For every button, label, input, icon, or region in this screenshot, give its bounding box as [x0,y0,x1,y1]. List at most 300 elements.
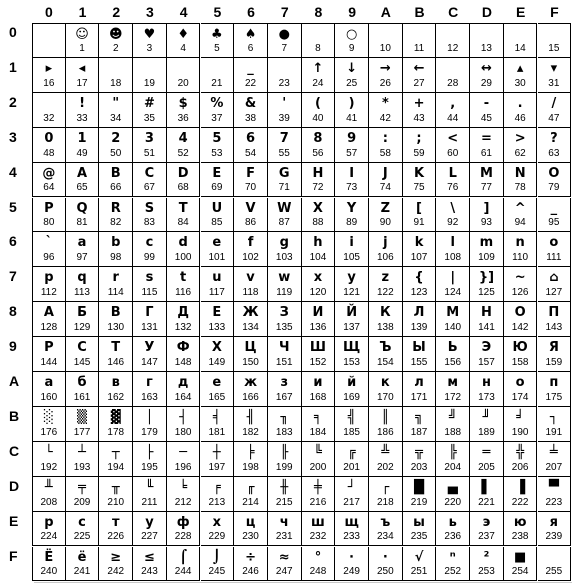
char-glyph: 1 [77,130,87,146]
char-cell [470,198,504,233]
char-cell [436,198,470,233]
char-code: 174 [511,391,529,403]
char-glyph: и [313,375,323,390]
char-code: 241 [73,566,91,578]
char-code: 73 [346,182,358,194]
char-glyph: ² [483,549,490,565]
column-header-6: 6 [247,3,255,20]
char-code: 22 [244,77,257,89]
char-code: 225 [73,531,91,543]
char-cell [268,547,302,582]
char-code: 245 [208,566,226,578]
char-code: 118 [242,287,259,299]
char-code: 99 [143,252,155,264]
char-cell [335,232,369,267]
char-glyph: ☺ [75,27,89,42]
char-cell [167,407,201,442]
char-glyph: * [381,95,389,111]
char-cell [504,232,538,267]
char-glyph: ? [550,130,558,146]
char-cell [32,477,66,512]
char-code: 216 [309,496,327,508]
char-code: 31 [548,77,560,89]
char-code: 120 [309,287,327,299]
char-cell [32,442,66,477]
char-code: 102 [242,252,259,264]
char-code: 48 [43,147,55,159]
char-code: 155 [410,356,428,368]
char-cell [32,267,66,302]
char-glyph: Y [346,200,357,216]
char-code: 167 [275,391,293,403]
char-code: 248 [309,566,327,578]
char-cell [268,372,302,407]
char-glyph: ж [244,375,257,390]
char-code: 166 [242,391,259,403]
char-code: 94 [514,217,526,229]
char-cell [504,547,538,582]
char-code: 72 [312,182,324,194]
char-code: 11 [413,42,425,54]
char-glyph: M [479,165,493,181]
char-glyph: { [414,270,424,286]
char-cell [538,128,572,163]
char-glyph: 0 [44,130,54,146]
char-glyph: 8 [313,130,323,146]
char-code: 163 [141,391,158,403]
row-header-d: D [9,477,20,494]
char-cell [538,198,572,233]
char-code: 196 [174,461,192,473]
char-code: 3 [146,42,153,54]
char-code: 178 [107,426,125,438]
char-glyph: ▒ [77,409,88,425]
char-code: 106 [377,252,394,264]
char-glyph: ▴ [516,60,524,76]
char-code: 165 [208,391,226,403]
char-code: 239 [545,531,563,543]
column-header-4: 4 [179,3,188,20]
char-cell [66,267,100,302]
char-cell [234,163,268,198]
char-cell [369,302,403,337]
char-cell [99,372,133,407]
char-glyph: ◂ [78,60,86,76]
char-cell [66,198,100,233]
char-glyph: ╗ [415,409,423,425]
char-cell [369,163,403,198]
char-glyph: s [145,270,154,286]
char-code: 44 [447,112,459,124]
char-cell [436,23,470,58]
char-code: 151 [275,356,293,368]
char-code: 85 [211,217,223,229]
char-code: 161 [73,391,91,403]
char-glyph: н [481,375,491,390]
char-cell [201,267,235,302]
char-glyph: ■ [513,549,527,565]
char-code: 91 [413,217,425,229]
char-glyph: О [514,305,526,321]
char-cell [335,58,369,93]
char-glyph: t [180,270,187,286]
char-code: 39 [278,112,290,124]
char-glyph: $ [178,95,188,111]
char-cell [436,372,470,407]
char-glyph: е [212,375,222,390]
char-code: 173 [478,391,495,403]
char-glyph: п [549,375,559,390]
char-code: 212 [174,496,192,508]
char-code: 113 [74,287,90,299]
char-glyph: я [549,514,559,530]
char-glyph: ( [314,95,321,111]
char-cell [436,512,470,547]
column-header-d: D [481,3,492,20]
char-code: 182 [242,426,259,438]
char-glyph: ╓ [246,479,255,495]
char-glyph: ▾ [550,60,558,76]
char-glyph: y [347,270,356,286]
char-glyph: b [111,235,121,251]
char-cell [234,477,268,512]
char-code: 237 [478,531,495,543]
column-header-c: C [448,3,459,20]
column-header-0: 0 [44,3,53,20]
char-cell [268,198,302,233]
char-cell [133,267,167,302]
char-code: 105 [343,252,360,264]
char-code: 168 [309,391,327,403]
char-cell [201,547,235,582]
char-code: 98 [110,252,122,264]
column-header-e: E [515,3,526,20]
char-cell [538,407,572,442]
char-code: 65 [76,182,88,194]
char-code: 133 [208,322,226,334]
char-glyph: → [379,60,391,76]
char-cell [201,198,235,233]
bottom-divider [34,582,572,583]
char-code: 154 [377,356,394,368]
char-glyph: N [514,165,526,181]
char-glyph: Э [481,340,492,356]
char-code: 183 [275,426,293,438]
char-cell [403,198,437,233]
char-code: 153 [343,356,360,368]
char-code: 141 [478,322,495,334]
char-glyph: ⌂ [549,270,559,286]
char-cell [167,372,201,407]
char-cell [167,547,201,582]
char-glyph: ; [416,130,422,146]
char-cell [538,477,572,512]
char-glyph: √ [414,549,424,565]
char-cell [32,302,66,337]
char-cell [470,232,504,267]
char-cell [201,93,235,128]
char-code: 46 [514,112,526,124]
column-header-9: 9 [348,3,357,20]
char-cell [538,302,572,337]
char-glyph: ┴ [78,444,86,460]
char-glyph: ф [176,514,190,530]
char-glyph: ь [448,514,457,530]
char-cell [99,337,133,372]
char-cell [538,232,572,267]
char-code: 246 [242,566,259,578]
char-code: 114 [107,287,124,299]
char-glyph: ├ [145,444,154,460]
char-glyph: V [245,200,256,216]
char-cell [504,23,538,58]
char-cell [335,512,369,547]
char-glyph: q [77,270,87,286]
char-glyph: М [446,305,460,321]
char-glyph: ╝ [448,409,457,425]
char-cell [32,58,66,93]
char-code: 55 [278,147,290,159]
char-code: 222 [511,496,529,508]
char-cell [268,267,302,302]
char-cell [268,512,302,547]
char-code: 4 [180,42,186,54]
char-code: 20 [177,77,189,89]
char-glyph: о [515,375,525,390]
char-cell [302,198,336,233]
char-cell [268,337,302,372]
char-cell [470,58,504,93]
char-glyph: ╔ [347,444,356,460]
char-cell [436,267,470,302]
char-code: 17 [76,77,88,89]
char-cell [335,23,369,58]
char-cell [133,442,167,477]
char-code: 18 [110,77,122,89]
char-cell [32,547,66,582]
char-code: 254 [511,566,529,578]
char-cell [470,267,504,302]
char-glyph: а [44,375,54,390]
char-glyph: ╒ [212,479,221,495]
char-glyph: Ф [176,340,190,356]
char-cell [302,163,336,198]
char-code: 224 [40,531,58,543]
column-header-2: 2 [112,3,121,20]
char-cell [133,23,167,58]
column-header-3: 3 [146,3,154,20]
char-cell [436,407,470,442]
char-glyph: ╡ [212,409,221,425]
char-glyph: ╤ [78,479,86,495]
char-glyph: G [278,165,290,181]
char-glyph: h [313,235,323,251]
char-code: 132 [174,322,192,334]
char-code: 79 [548,182,560,194]
char-glyph: o [549,235,559,251]
char-cell [504,477,538,512]
char-cell [234,407,268,442]
char-cell [335,128,369,163]
char-code: 103 [275,252,293,264]
char-code: 253 [478,566,495,578]
char-cell [268,163,302,198]
char-cell [436,163,470,198]
char-cell [167,58,201,93]
char-glyph: ┌ [381,479,390,495]
char-glyph: И [312,305,324,321]
char-code: 204 [444,461,462,473]
char-code: 124 [444,287,462,299]
char-cell [133,128,167,163]
char-code: 156 [444,356,462,368]
char-code: 232 [309,531,327,543]
char-glyph: ╠ [448,444,457,460]
char-code: 147 [141,356,158,368]
char-cell [470,23,504,58]
char-cell [403,512,437,547]
char-code: 201 [343,461,360,473]
char-code: 229 [208,531,226,543]
char-code: 202 [377,461,394,473]
char-glyph: Ы [412,340,426,356]
char-code: 15 [548,42,560,54]
column-header-5: 5 [213,3,222,20]
char-code: 187 [410,426,428,438]
char-cell [99,477,133,512]
column-header-7: 7 [280,3,289,20]
char-glyph: ┬ [111,444,120,460]
char-code: 81 [76,217,88,229]
char-code: 175 [545,391,563,403]
char-glyph: B [110,165,121,181]
char-glyph: + [413,95,425,111]
char-glyph: ∙ [349,549,355,565]
char-glyph: ~ [514,270,526,286]
char-cell [32,163,66,198]
char-code: 145 [73,356,91,368]
char-cell [167,232,201,267]
char-glyph: ╜ [482,409,491,425]
char-glyph: J [382,165,388,181]
char-cell [234,93,268,128]
char-cell [538,267,572,302]
char-code: 142 [511,322,529,334]
char-cell [504,302,538,337]
char-code: 70 [244,182,257,194]
char-code: 193 [73,461,91,473]
char-code: 250 [377,566,394,578]
char-code: 82 [110,217,122,229]
char-code: 176 [40,426,58,438]
char-code: 238 [511,531,529,543]
char-glyph: j [383,235,388,251]
char-cell [234,198,268,233]
char-glyph: ║ [381,409,390,425]
char-glyph: Р [44,340,54,356]
char-glyph: Б [77,305,87,321]
row-header-2: 2 [9,93,17,110]
char-code: 164 [174,391,192,403]
char-cell [66,58,100,93]
char-cell [302,267,336,302]
char-glyph: m [479,235,494,251]
char-cell [302,128,336,163]
char-code: 207 [545,461,563,473]
char-glyph: " [112,95,120,111]
char-glyph: [ [416,200,422,216]
char-code: 23 [278,77,290,89]
char-code: 127 [545,287,563,299]
char-code: 78 [514,182,526,194]
char-code: 172 [444,391,462,403]
char-glyph: ч [279,514,289,530]
char-code: 252 [444,566,462,578]
char-code: 186 [377,426,394,438]
char-cell [302,58,336,93]
char-code: 88 [312,217,324,229]
char-cell [66,477,100,512]
char-cell [268,128,302,163]
char-cell [234,442,268,477]
char-code: 214 [242,496,259,508]
char-cell [470,372,504,407]
char-glyph: P [44,200,54,216]
char-glyph: г [146,375,153,390]
char-code: 24 [312,77,324,89]
char-code: 74 [379,182,391,194]
char-glyph: p [44,270,54,286]
char-glyph: с [78,514,86,530]
char-cell [436,58,470,93]
char-glyph: э [482,514,491,530]
char-code: 77 [480,182,492,194]
char-glyph: # [143,95,155,111]
char-code: 217 [343,496,360,508]
char-code: 69 [211,182,223,194]
char-code: 41 [346,112,358,124]
char-glyph: ' [282,95,287,111]
char-cell [436,477,470,512]
char-code: 2 [112,42,119,54]
char-glyph: e [212,235,222,251]
char-cell [403,407,437,442]
char-cell [538,442,572,477]
char-code: 240 [40,566,58,578]
char-code: 101 [208,252,226,264]
char-cell [66,337,100,372]
char-code: 29 [480,77,492,89]
char-cell [201,58,235,93]
char-code: 129 [73,322,91,334]
char-code: 90 [379,217,391,229]
char-code: 157 [478,356,495,368]
char-glyph: i [349,235,354,251]
row-header-e: E [9,512,19,529]
char-code: 66 [110,182,122,194]
char-code: 86 [244,217,257,229]
char-cell [470,477,504,512]
char-cell [32,93,66,128]
char-code: 60 [447,147,459,159]
char-cell [133,302,167,337]
char-glyph: Q [76,200,88,216]
char-code: 251 [410,566,428,578]
char-code: 75 [413,182,425,194]
char-code: 144 [40,356,58,368]
char-code: 42 [379,112,391,124]
char-cell [201,512,235,547]
